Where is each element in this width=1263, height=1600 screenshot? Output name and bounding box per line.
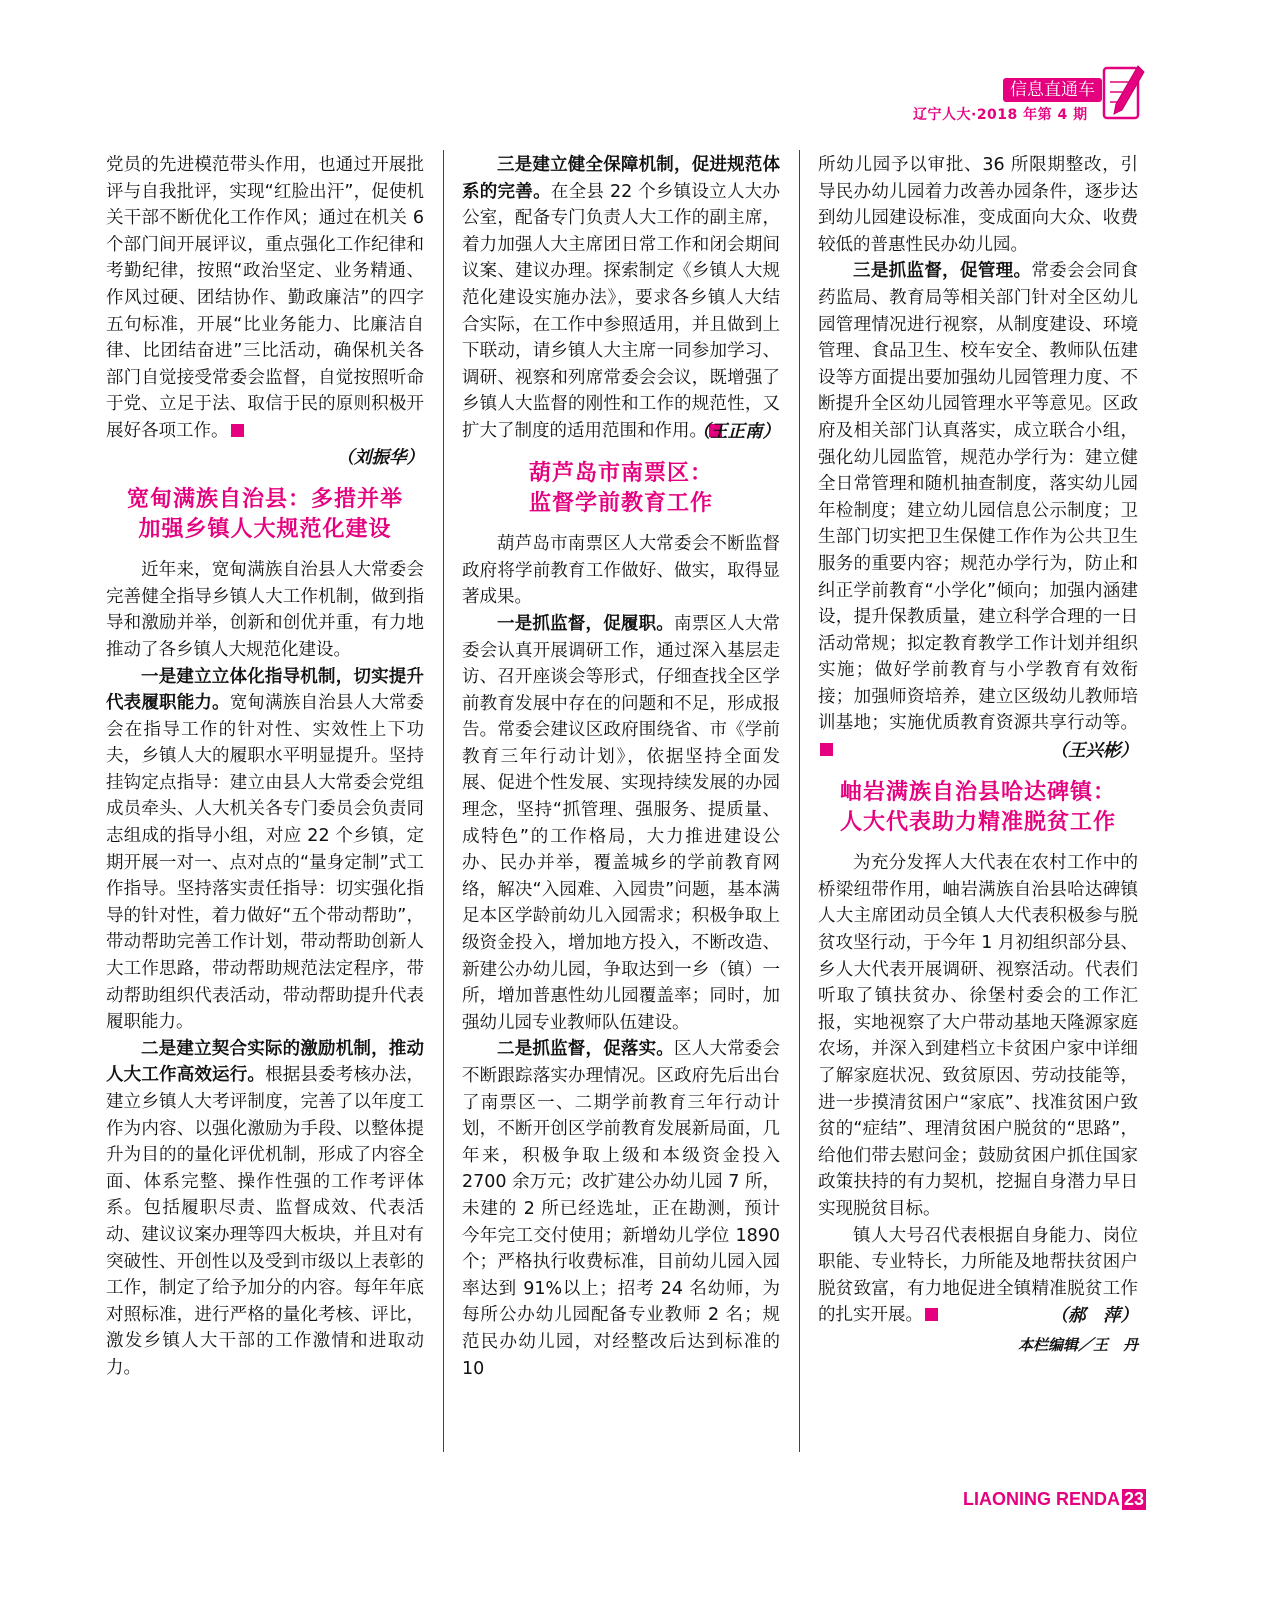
article-title-line: 岫岩满族自治县哈达碑镇：	[839, 780, 1116, 806]
paragraph: 近年来，宽甸满族自治县人大常委会完善健全指导乡镇人大工作机制，做到指导和激励并举，创新和创优并重，有力地推动了各乡镇人大规范化建设。	[106, 560, 424, 660]
magazine-name: LIAONING RENDA	[963, 1489, 1120, 1509]
column-3	[818, 152, 1138, 1355]
lead-in: 三是抓监督，促管理。	[853, 261, 1032, 282]
article-title-line: 监督学前教育工作	[528, 491, 713, 517]
author-signature: （王正南）	[692, 421, 780, 442]
lead-in: 三是建立健全保障机制，促进规范体系的完善。	[462, 155, 780, 202]
paragraph: 为充分发挥人大代表在农村工作中的桥梁纽带作用，岫岩满族自治县哈达碑镇人大主席团动员全镇人大代表积极参与脱贫攻坚行动，于今年 1 月初组织部分县、乡人大代表开展调研、视察活动。代表们听取了镇扶贫办、徐堡村委会的工作汇报，实地视察了大户带动基地天隆源家庭农场，并深入到建档立卡贫困户家中详细了解家庭状况、致贫原因、劳动技能等，进一步摸清贫困户“家底”、找准贫困户致贫的“症结”、理清贫困户脱贫的“思路”，给他们带去慰问金；鼓励贫困户抓住国家政策扶持的有力契机，挖掘自身潜力早日实现脱贫目标。	[818, 853, 1138, 1219]
column-2	[462, 152, 780, 1382]
paragraph: 二是建立契合实际的激励机制，推动人大工作高效运行。根据县委考核办法，建立乡镇人大考评制度，完善了以年度工作为内容、以强化激励为手段、以整体提升为目的的量化评优机制，形成了内容全面、体系完整、操作性强的工作考评体系。包括履职尽责、监督成效、代表活动、建议议案办理等四大板块，并且对有突破性、开创性以及受到市级以上表彰的工作，制定了给予加分的内容。每年年底对照标准，进行严格的量化考核、评比，激发乡镇人大干部的工作激情和进取动力。	[106, 1038, 425, 1378]
article-title	[106, 485, 424, 545]
issue-label: 辽宁人大·2018 年第 4 期	[913, 107, 1088, 123]
paragraph: 党员的先进模范带头作用，也通过开展批评与自我批评，实现“红脸出汗”，促使机关干部不断优化工作作风；通过在机关 6 个部门间开展评议，重点强化工作纪律和考勤纪律，按照“政治坚定、业务精通、作风过硬、团结协作、勤政廉洁”的四字五句标准，开展“比业务能力、比廉洁自律、比团结奋进”三比活动，确保机关各部门自觉接受常委会监督，自觉按照听命于党、立足于法、取信于民的原则积极开展好各项工作。	[106, 155, 424, 441]
column-divider	[443, 150, 444, 1452]
paragraph: 三是抓监督，促管理。常委会会同食药监局、教育局等相关部门针对全区幼儿园管理情况进行视察，从制度建设、环境管理、食品卫生、校车安全、教师队伍建设等方面提出要加强幼儿园管理力度、不断提升全区幼儿园管理水平等意见。区政府及相关部门认真落实，成立联合小组，强化幼儿园监管，规范办学行为：建立健全日常管理和随机抽查制度，落实幼儿园年检制度；建立幼儿园信息公示制度；卫生部门切实把卫生保健工作作为公共卫生服务的重要内容；规范办学行为，防止和纠正学前教育“小学化”倾向；加强内涵建设，提升保教质量，建立科学合理的一日活动常规；拟定教育教学工作计划并组织实施；做好学前教育与小学教育有效衔接；加强师资培养，建立区级幼儿教师培训基地；实施优质教育资源共享行动等。	[818, 258, 1138, 763]
paragraph: 一是抓监督，促履职。南票区人大常委会认真开展调研工作，通过深入基层走访、召开座谈会等形式，仔细查找全区学前教育发展中存在的问题和不足，形成报告。常委会建议区政府围绕省、市《学前教育三年行动计划》，依据坚持全面发展、促进个性发展、实现持续发展的办园理念，坚持“抓管理、强服务、提质量、成特色”的工作格局，大力推进建设公办、民办并举，覆盖城乡的学前教育网络，解决“入园难、入园贵”问题，基本满足本区学龄前幼儿入园需求；积极争取上级资金投入，增加地方投入，不断改造、新建公办幼儿园，争取达到一乡（镇）一所，增加普惠性幼儿园覆盖率；同时，加强幼儿园专业教师队伍建设。	[462, 613, 780, 1033]
lead-in: 二是建立契合实际的激励机制，推动人大工作高效运行。	[106, 1038, 424, 1086]
page-footer	[963, 1489, 1146, 1510]
paragraph: 三是建立健全保障机制，促进规范体系的完善。在全县 22 个乡镇设立人大办公室，配备专门负责人大工作的副主席，着力加强人大主席团日常工作和闭会期间议案、建议办理。探索制定《乡镇人大规范化建设实施办法》，要求各乡镇人大结合实际，在工作中参照适用，并且做到上下联动，请乡镇人大主席一同参加学习、调研、视察和列席常委会会议，既增强了乡镇人大监督的刚性和工作的规范性，又扩大了制度的适用范围和作用。	[462, 155, 780, 441]
lead-in: 二是抓监督，促落实。	[497, 1039, 674, 1060]
page-number: 23	[1124, 1489, 1145, 1509]
column-editor: 本栏编辑／王 丹	[1017, 1335, 1138, 1354]
article-title-line: 加强乡镇人大规范化建设	[138, 517, 392, 543]
paragraph: 葫芦岛市南票区人大常委会不断监督政府将学前教育工作做好、做实，取得显著成果。	[462, 534, 780, 608]
column-divider	[799, 150, 800, 1452]
paragraph: 所幼儿园予以审批、36 所限期整改，引导民办幼儿园着力改善办园条件，逐步达到幼儿园建设标准，变成面向大众、收费较低的普惠性民办幼儿园。	[818, 155, 1138, 255]
lead-in: 一是抓监督，促履职。	[497, 613, 674, 634]
article-title	[818, 778, 1138, 838]
author-signature: （王兴彬）	[1050, 740, 1138, 761]
column-1	[106, 152, 424, 1382]
author-signature: （郝 萍）	[1050, 1305, 1138, 1326]
lead-in: 一是建立立体化指导机制，切实提升代表履职能力。	[106, 666, 424, 714]
article-title-line: 人大代表助力精准脱贫工作	[839, 810, 1116, 836]
article-title-line: 葫芦岛市南票区：	[528, 461, 713, 487]
article-title-line: 宽甸满族自治县：多措并举	[126, 487, 403, 513]
end-mark-icon	[231, 424, 244, 437]
paragraph: 镇人大号召代表根据自身能力、岗位职能、专业特长，力所能及地帮扶贫困户脱贫致富，有力地促进全镇精准脱贫工作的扎实开展。	[818, 1225, 1138, 1326]
article-title	[462, 459, 780, 519]
end-mark-icon	[925, 1308, 938, 1321]
end-mark-icon	[820, 743, 833, 756]
paragraph: 二是抓监督，促落实。区人大常委会不断跟踪落实办理情况。区政府先后出台了南票区一、二期学前教育三年行动计划，不断开创区学前教育发展新局面，几年来，积极争取上级和本级资金投入 2700 余万元；改扩建公办幼儿园 7 所，未建的 2 所已经选址，正在勘测，预计今年完工交付使用；新增幼儿学位 1890 个；严格执行收费标准，目前幼儿园入园率达到 91%以上；招考 24 名幼师，为每所公办幼儿园配备专业教师 2 名；规范民办幼儿园，对经整改后达到标准的 10	[462, 1039, 780, 1379]
author-signature: （刘振华）	[336, 447, 424, 468]
column-tag: 信息直通车	[1003, 78, 1102, 102]
paragraph: 一是建立立体化指导机制，切实提升代表履职能力。宽甸满族自治县人大常委会在指导工作的针对性、实效性上下功夫，乡镇人大的履职水平明显提升。坚持挂钩定点指导：建立由县人大常委会党组成员牵头、人大机关各专门委员会负责同志组成的指导小组，对应 22 个乡镇，定期开展一对一、点对点的“量身定制”式工作指导。坚持落实责任指导：切实强化指导的针对性，着力做好“五个带动帮助”，带动帮助完善工作计划，带动帮助创新人大工作思路，带动帮助规范法定程序，带动帮助组织代表活动，带动帮助提升代表履职能力。	[106, 666, 425, 1033]
